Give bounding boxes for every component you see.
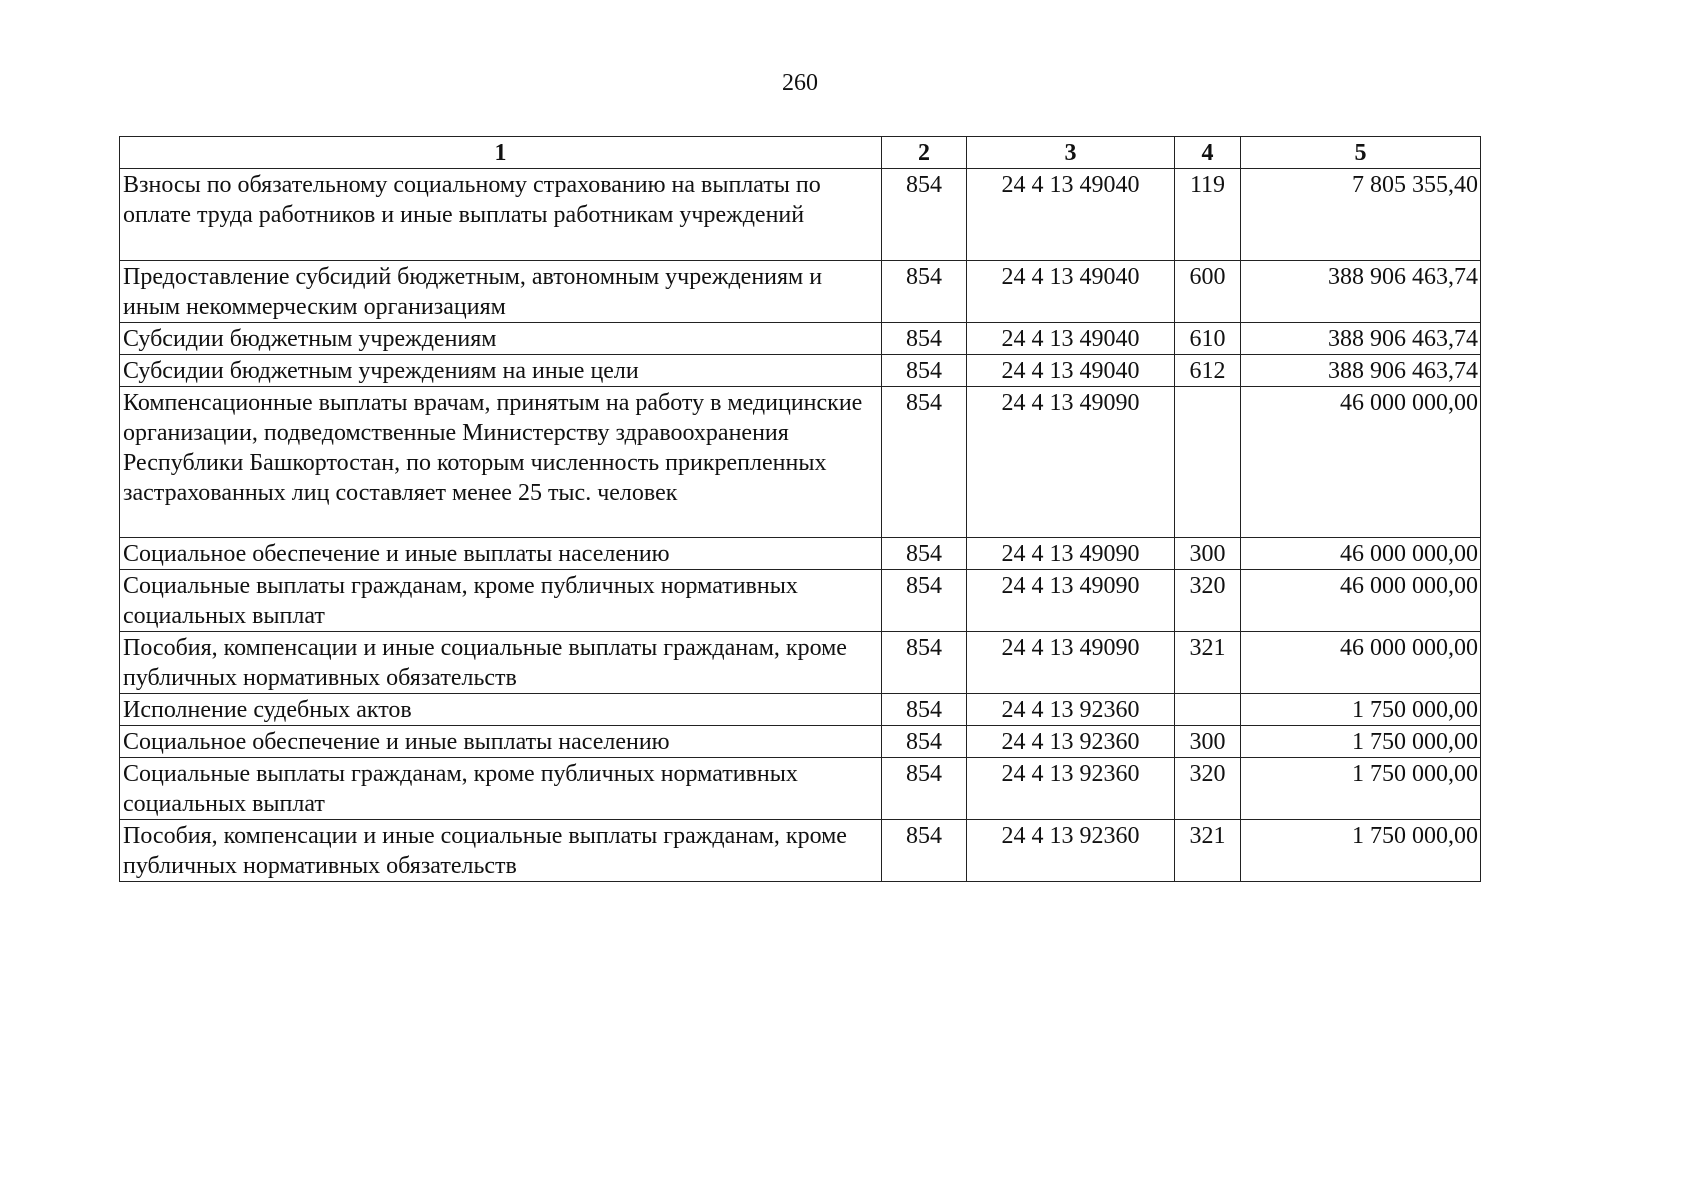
ministry-code-cell: 854 xyxy=(882,323,967,355)
target-article-cell: 24 4 13 49090 xyxy=(967,632,1175,694)
target-article-cell: 24 4 13 49090 xyxy=(967,570,1175,632)
expense-kind-cell: 610 xyxy=(1175,323,1241,355)
target-article-cell: 24 4 13 92360 xyxy=(967,694,1175,726)
ministry-code-cell: 854 xyxy=(882,355,967,387)
target-article-cell: 24 4 13 49040 xyxy=(967,169,1175,261)
target-article-cell: 24 4 13 49090 xyxy=(967,387,1175,538)
row-name-cell: Социальное обеспечение и иные выплаты населению xyxy=(120,538,882,570)
target-article-cell: 24 4 13 49090 xyxy=(967,538,1175,570)
budget-table xyxy=(119,136,1481,882)
row-name-cell: Взносы по обязательному социальному страхованию на выплаты по оплате труда работников и иные выплаты работникам учреждений xyxy=(120,169,882,261)
expense-kind-cell: 300 xyxy=(1175,538,1241,570)
amount-cell: 46 000 000,00 xyxy=(1241,387,1481,538)
expense-kind-cell: 320 xyxy=(1175,570,1241,632)
ministry-code-cell: 854 xyxy=(882,820,967,882)
table-row xyxy=(120,694,1481,726)
expense-kind-cell: 600 xyxy=(1175,261,1241,323)
amount-cell: 1 750 000,00 xyxy=(1241,758,1481,820)
table-body xyxy=(120,169,1481,882)
amount-cell: 46 000 000,00 xyxy=(1241,632,1481,694)
target-article-cell: 24 4 13 49040 xyxy=(967,355,1175,387)
row-name-cell: Субсидии бюджетным учреждениям xyxy=(120,323,882,355)
expense-kind-cell: 119 xyxy=(1175,169,1241,261)
row-name-cell: Компенсационные выплаты врачам, принятым на работу в медицинские организации, подведомственные Министерству здравоохранения Республики Башкортостан, по которым численность прикрепленных застрахованных лиц составляет менее 25 тыс. человек xyxy=(120,387,882,538)
ministry-code-cell: 854 xyxy=(882,570,967,632)
ministry-code-cell: 854 xyxy=(882,538,967,570)
table-row xyxy=(120,355,1481,387)
expense-kind-cell: 321 xyxy=(1175,820,1241,882)
column-header-4: 4 xyxy=(1175,137,1241,169)
ministry-code-cell: 854 xyxy=(882,632,967,694)
table-row xyxy=(120,570,1481,632)
ministry-code-cell: 854 xyxy=(882,726,967,758)
row-name-cell: Социальные выплаты гражданам, кроме публичных нормативных социальных выплат xyxy=(120,758,882,820)
expense-kind-cell: 300 xyxy=(1175,726,1241,758)
amount-cell: 46 000 000,00 xyxy=(1241,538,1481,570)
expense-kind-cell xyxy=(1175,694,1241,726)
row-name-cell: Предоставление субсидий бюджетным, автономным учреждениям и иным некоммерческим организациям xyxy=(120,261,882,323)
expense-kind-cell: 321 xyxy=(1175,632,1241,694)
amount-cell: 388 906 463,74 xyxy=(1241,355,1481,387)
table-row xyxy=(120,726,1481,758)
target-article-cell: 24 4 13 92360 xyxy=(967,758,1175,820)
row-name-cell: Пособия, компенсации и иные социальные выплаты гражданам, кроме публичных нормативных обязательств xyxy=(120,632,882,694)
table-row xyxy=(120,758,1481,820)
amount-cell: 388 906 463,74 xyxy=(1241,323,1481,355)
table-row xyxy=(120,323,1481,355)
amount-cell: 1 750 000,00 xyxy=(1241,820,1481,882)
amount-cell: 1 750 000,00 xyxy=(1241,694,1481,726)
amount-cell: 46 000 000,00 xyxy=(1241,570,1481,632)
amount-cell: 1 750 000,00 xyxy=(1241,726,1481,758)
target-article-cell: 24 4 13 49040 xyxy=(967,323,1175,355)
table-header-row xyxy=(120,137,1481,169)
ministry-code-cell: 854 xyxy=(882,694,967,726)
amount-cell: 388 906 463,74 xyxy=(1241,261,1481,323)
amount-cell: 7 805 355,40 xyxy=(1241,169,1481,261)
table-row xyxy=(120,387,1481,538)
ministry-code-cell: 854 xyxy=(882,387,967,538)
column-header-5: 5 xyxy=(1241,137,1481,169)
target-article-cell: 24 4 13 92360 xyxy=(967,726,1175,758)
expense-kind-cell: 612 xyxy=(1175,355,1241,387)
ministry-code-cell: 854 xyxy=(882,169,967,261)
column-header-3: 3 xyxy=(967,137,1175,169)
table-row xyxy=(120,169,1481,261)
ministry-code-cell: 854 xyxy=(882,261,967,323)
expense-kind-cell xyxy=(1175,387,1241,538)
row-name-cell: Пособия, компенсации и иные социальные выплаты гражданам, кроме публичных нормативных обязательств xyxy=(120,820,882,882)
table-row xyxy=(120,538,1481,570)
target-article-cell: 24 4 13 92360 xyxy=(967,820,1175,882)
row-name-cell: Социальное обеспечение и иные выплаты населению xyxy=(120,726,882,758)
row-name-cell: Исполнение судебных актов xyxy=(120,694,882,726)
row-name-cell: Субсидии бюджетным учреждениям на иные цели xyxy=(120,355,882,387)
page-number: 260 xyxy=(782,70,818,96)
column-header-1: 1 xyxy=(120,137,882,169)
row-name-cell: Социальные выплаты гражданам, кроме публичных нормативных социальных выплат xyxy=(120,570,882,632)
ministry-code-cell: 854 xyxy=(882,758,967,820)
target-article-cell: 24 4 13 49040 xyxy=(967,261,1175,323)
column-header-2: 2 xyxy=(882,137,967,169)
table-row xyxy=(120,261,1481,323)
table-row xyxy=(120,820,1481,882)
table-row xyxy=(120,632,1481,694)
expense-kind-cell: 320 xyxy=(1175,758,1241,820)
